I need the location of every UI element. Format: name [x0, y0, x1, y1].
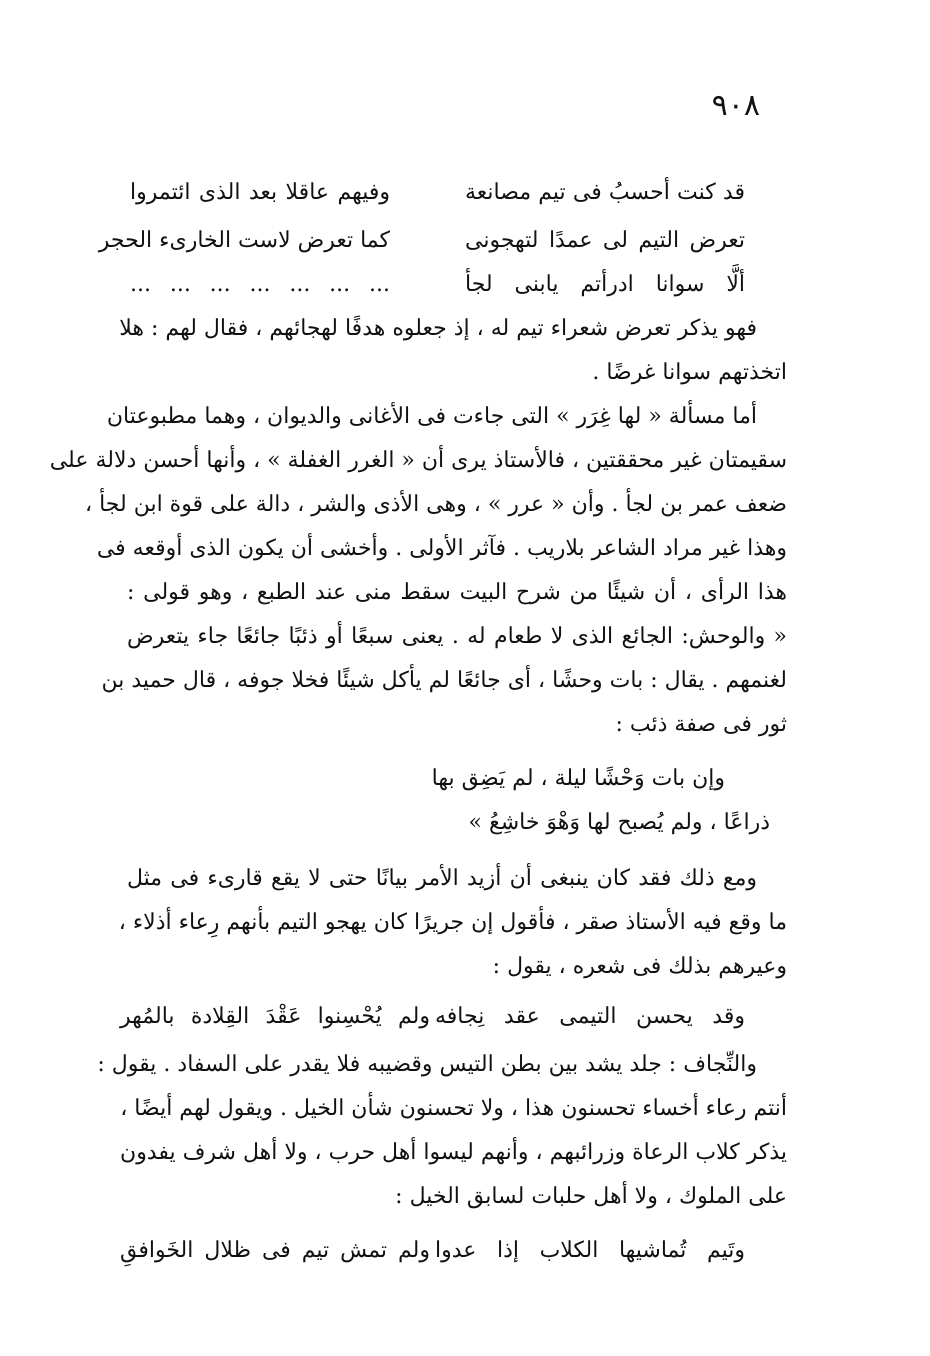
verse-left-hemistich: وفيهم عاقلا بعد الذى ائتمروا: [130, 180, 390, 205]
prose-line: والنِّجاف : جلد يشد بين بطن التيس وقضيبه فلا يقدر على السفاد . يقول :: [97, 1052, 757, 1077]
prose-line: ما وقع فيه الأستاذ صقر ، فأقول إن جريرًا كان يهجو التيم بأنهم رِعاء أذلاء ،: [118, 910, 787, 935]
verse-left-hemistich: ولم يُحْسِنوا عَقْدَ القِلادة بالمُهر: [120, 1004, 430, 1029]
prose-line: لغنمهم . يقال : بات وحشًا ، أى جائعًا لم يأكل شيئًا فخلا جوفه ، قال حميد بن: [101, 668, 787, 693]
prose-line: أنتم رعاء أخساء تحسنون هذا ، ولا تحسنون شأن الخيل . ويقول لهم أيضًا ،: [120, 1096, 787, 1121]
verse-right-hemistich: وقد يحسن التيمى عقد نِجافه: [435, 1004, 745, 1029]
prose-line: وهذا غير مراد الشاعر بلاريب . فآثر الأولى . وأخشى أن يكون الذى أوقعه فى: [96, 536, 787, 561]
prose-line: ومع ذلك فقد كان ينبغى أن أزيد الأمر بيانًا حتى لا يقع قارىء فى مثل: [127, 866, 757, 891]
verse-left-hemistich: ولم تمش تيم فى ظلال الخَوافقِ: [120, 1238, 430, 1263]
prose-line: سقيمتان غير محققتين ، فالأستاذ يرى أن « الغرر الغفلة » ، وأنها أحسن دلالة على: [49, 448, 787, 473]
page-number: ٩٠٨: [711, 88, 760, 123]
verse-left-hemistich: كما تعرض لاست الخارىء الحجر: [98, 228, 390, 253]
verse-right-hemistich: تعرض التيم لى عمدًا لتهجونى: [465, 228, 745, 253]
verse-right-hemistich: ألَّا سوانا ادرأتم يابنى لجأ: [465, 272, 745, 297]
prose-line: على الملوك ، ولا أهل حلبات لسابق الخيل :: [395, 1184, 787, 1209]
prose-line: اتخذتهم سوانا غرضًا .: [592, 360, 787, 385]
prose-line: أما مسألة « لها غِرَر » التى جاءت فى الأغانى والديوان ، وهما مطبوعتان: [106, 404, 757, 429]
prose-line: يذكر كلاب الرعاة وزرائبهم ، وأنهم ليسوا أهل حرب ، ولا أهل شرف يفدون: [120, 1140, 787, 1165]
prose-line: وعيرهم بذلك فى شعره ، يقول :: [492, 954, 787, 979]
prose-line: ضعف عمر بن لجأ . وأن « عرر » ، وهى الأذى والشر ، دالة على قوة ابن لجأ ،: [85, 492, 787, 517]
verse-right-hemistich: قد كنت أحسبُ فى تيم مصانعة: [465, 180, 745, 205]
prose-line: فهو يذكر تعرض شعراء تيم له ، إذ جعلوه هدفًا لهجائهم ، فقال لهم : هلا: [119, 316, 757, 341]
prose-line: ثور فى صفة ذئب :: [615, 712, 787, 737]
quoted-verse-line: وإن بات وَحْشًا ليلة ، لم يَضِق بها: [431, 766, 725, 791]
prose-line: هذا الرأى ، أن شيئًا من شرح البيت سقط منى عند الطبع ، وهو قولى :: [127, 580, 787, 605]
verse-right-hemistich: وتَيم تُماشيها الكلاب إذا عدوا: [435, 1238, 745, 1263]
prose-line: « والوحش: الجائع الذى لا طعام له . يعنى سبعًا أو ذئبًا جائعًا جاء يتعرض: [127, 624, 787, 649]
verse-left-hemistich: ... ... ... ... ... ... ...: [130, 272, 390, 297]
quoted-verse-line: ذراعًا ، ولم يُصبح لها وَهْوَ خاشِعُ »: [468, 810, 770, 835]
